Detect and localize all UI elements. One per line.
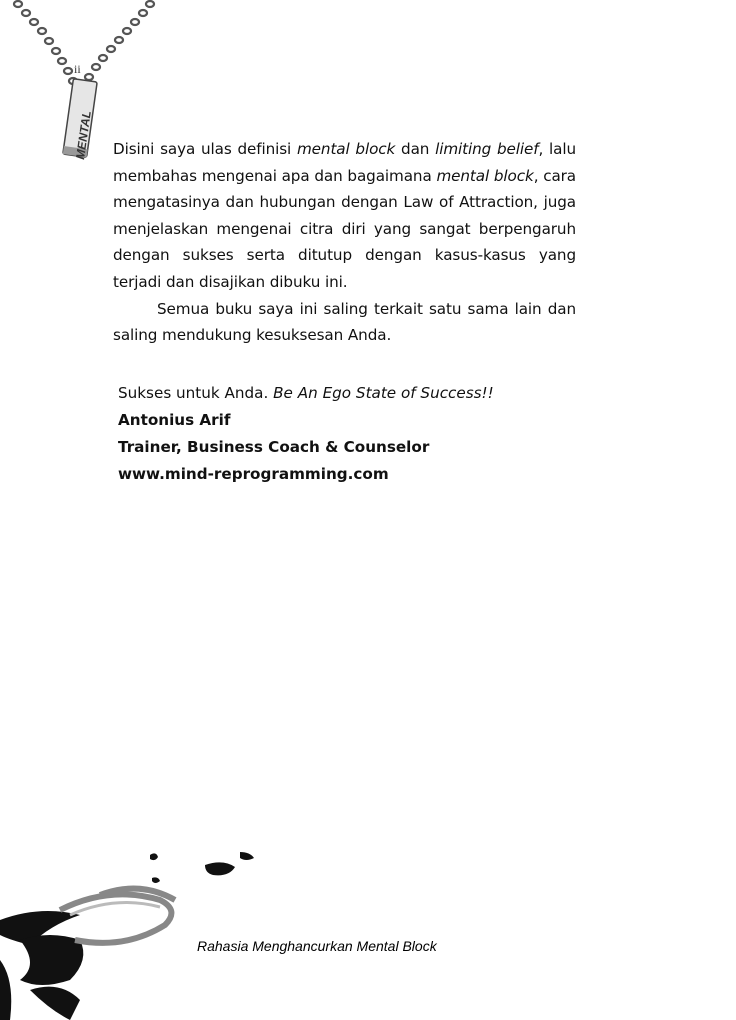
paragraph-1: Disini saya ulas definisi mental block dan limiting belief, lalu membahas mengenai apa dan bagaimana mental block, cara mengatasinya dan hubungan dengan Law of Attraction, juga menjelaskan mengenai citra diri yang sangat berpengaruh dengan sukses serta ditutup dengan kasus-kasus yang terjadi dan disajikan dibuku ini. [113, 140, 577, 291]
page-number: ii [74, 62, 81, 76]
author-name: Antonius Arif [118, 411, 231, 429]
body-text [113, 136, 576, 349]
broken-chain-illustration [0, 840, 300, 1020]
paragraph-2: Semua buku saya ini saling terkait satu sama lain dan saling mendukung kesuksesan Anda. [113, 299, 576, 345]
footer-book-title: Rahasia Menghancurkan Mental Block [197, 938, 437, 954]
closing-line: Sukses untuk Anda. Be An Ego State of Success!! [118, 384, 494, 402]
author-title: Trainer, Business Coach & Counselor [118, 438, 430, 456]
signoff [118, 380, 588, 488]
author-website: www.mind-reprogramming.com [118, 465, 389, 483]
tag-text: MENTAL [73, 109, 94, 161]
